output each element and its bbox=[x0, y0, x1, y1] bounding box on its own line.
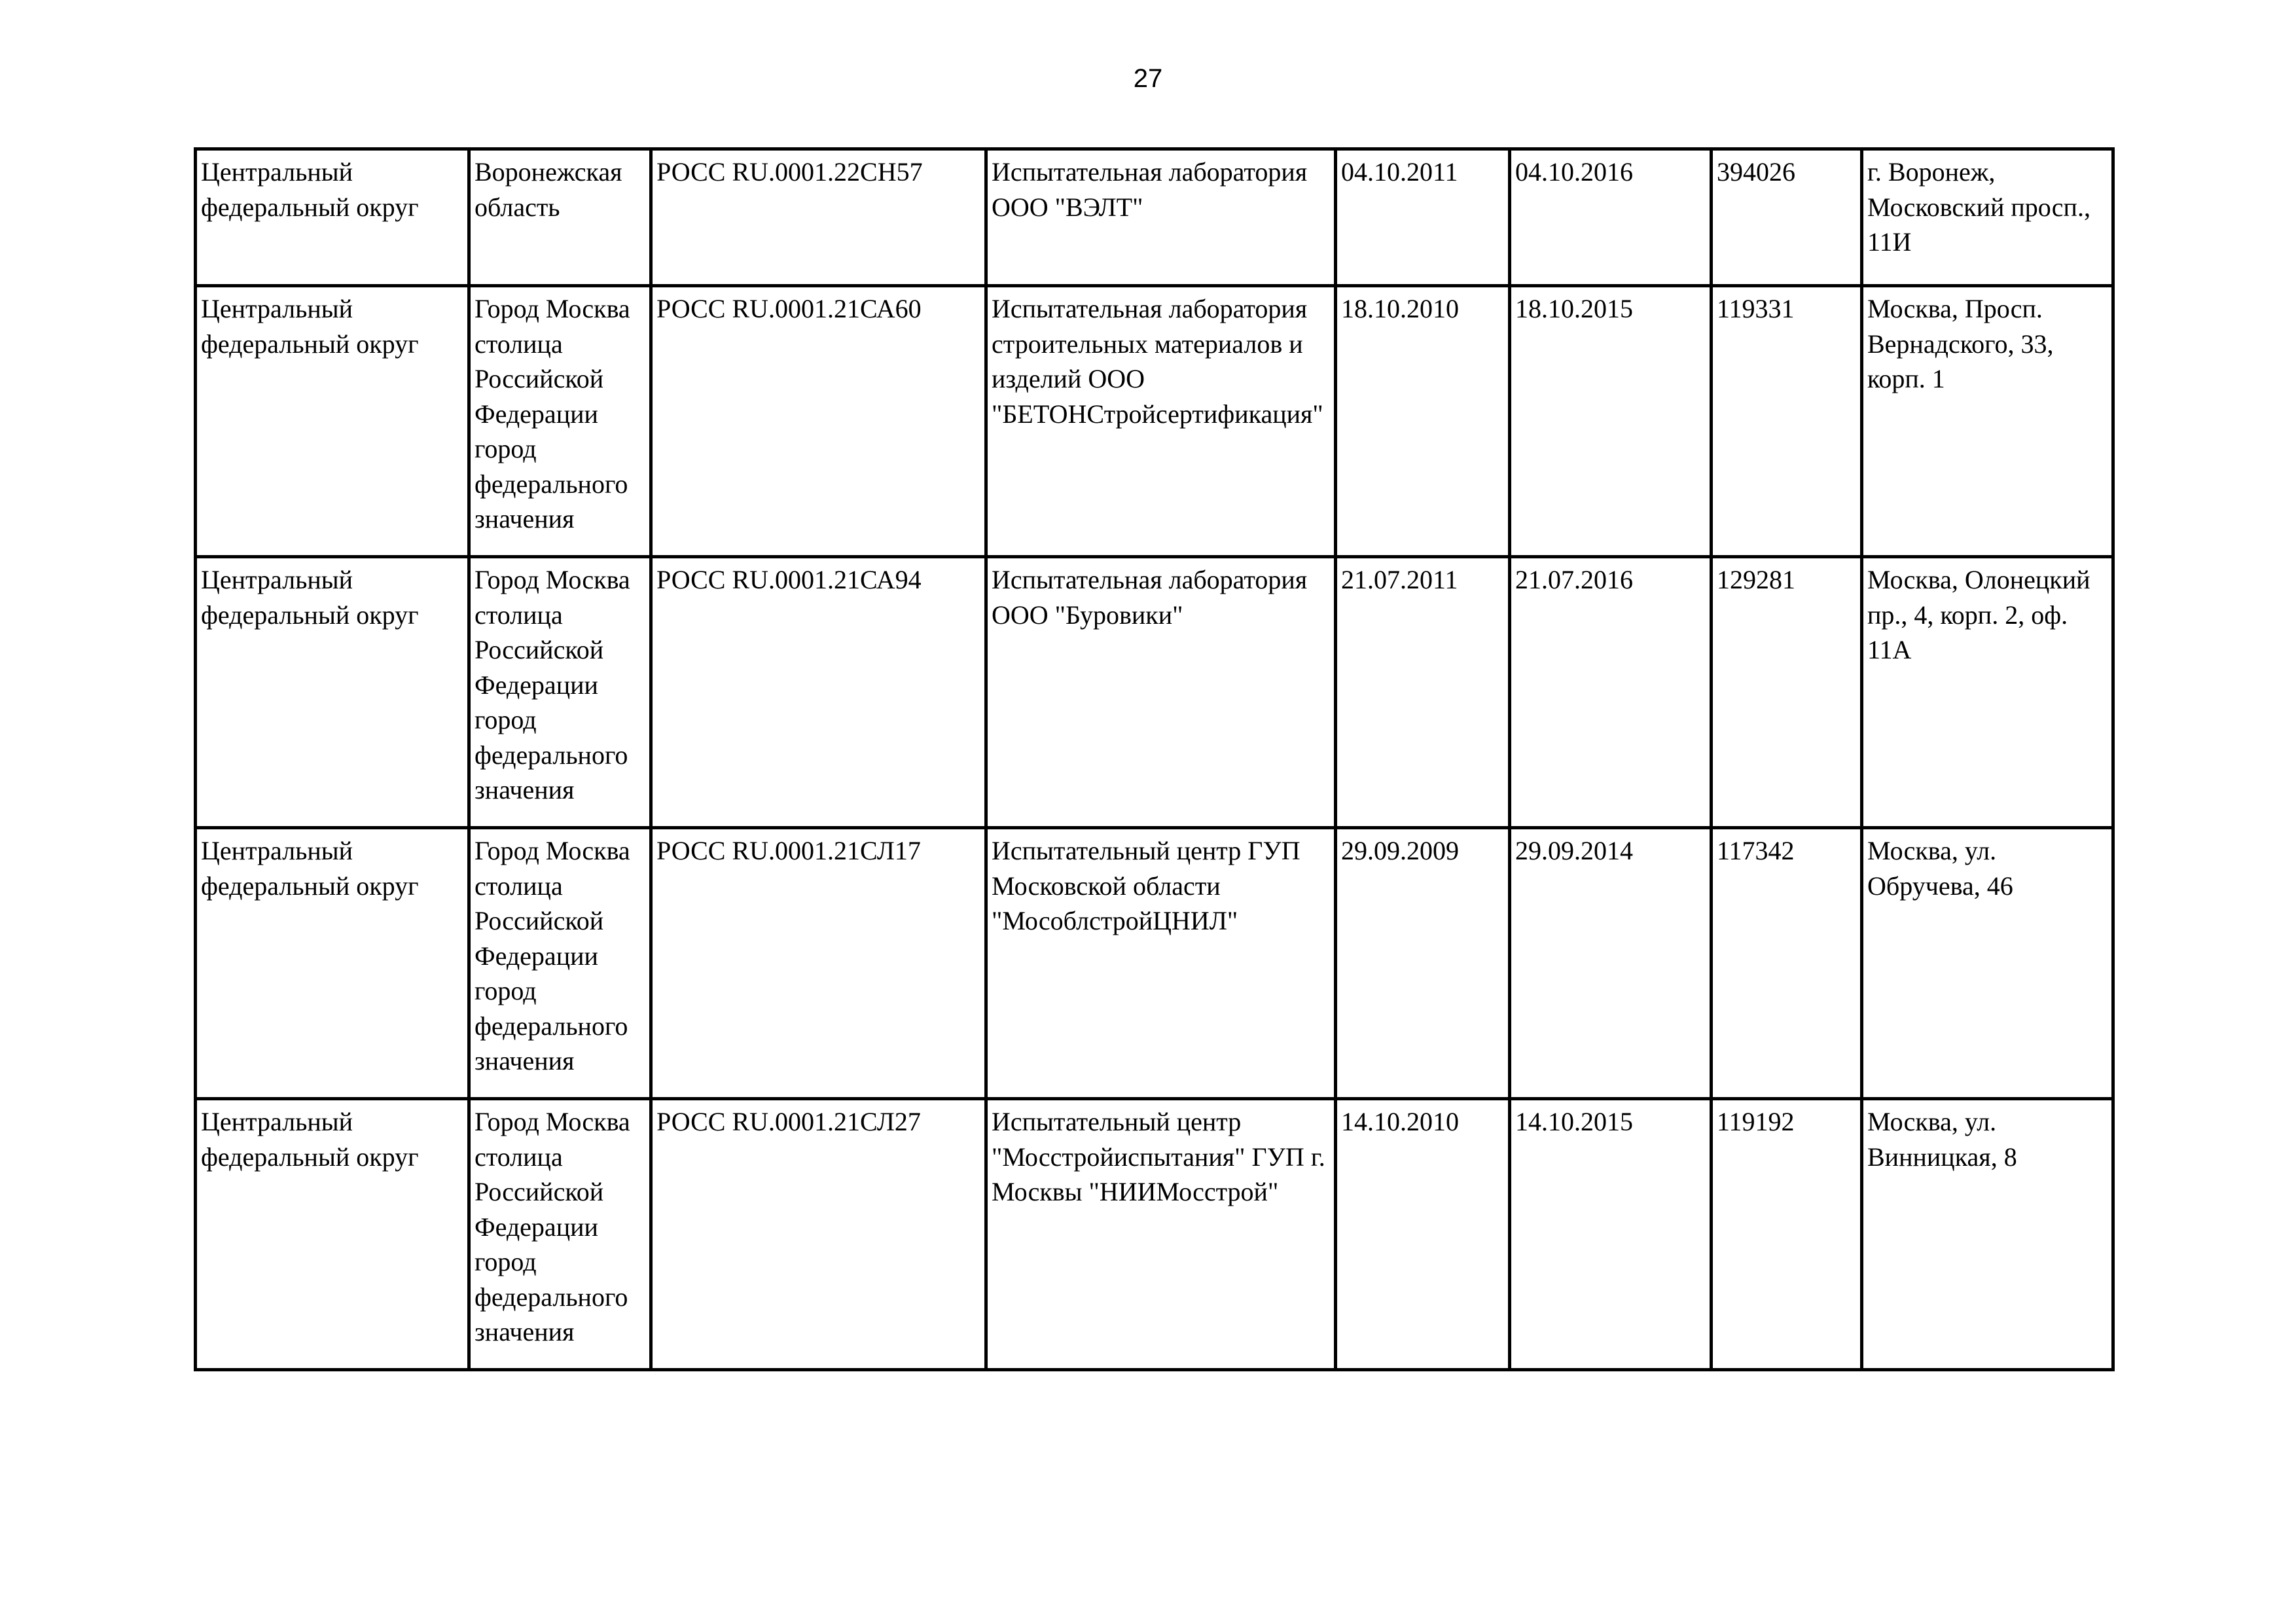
postal-code-text: 394026 bbox=[1717, 157, 1795, 187]
address-cell bbox=[1862, 1099, 2113, 1370]
address-text: Москва, Просп. Вернадского, 33, корп. 1 bbox=[1867, 294, 2054, 393]
registry-table bbox=[194, 147, 2115, 1371]
table-row bbox=[196, 557, 2113, 828]
postal-code-text: 117342 bbox=[1717, 836, 1795, 865]
organization-cell bbox=[986, 557, 1336, 828]
cert-number-cell bbox=[651, 557, 986, 828]
date-from-text: 29.09.2009 bbox=[1341, 836, 1459, 865]
district-text: Центральный федеральный округ bbox=[201, 565, 419, 630]
cert-number-cell bbox=[651, 149, 986, 286]
organization-text: Испытательный центр "Мосстройиспытания" ГУП г. Москвы "НИИМосстрой" bbox=[992, 1107, 1325, 1206]
district-text: Центральный федеральный округ bbox=[201, 294, 419, 359]
postal-code-cell bbox=[1712, 1099, 1862, 1370]
organization-cell bbox=[986, 828, 1336, 1099]
organization-text: Испытательная лаборатория ООО "ВЭЛТ" bbox=[992, 157, 1308, 222]
cert-number-text: РОСС RU.0001.22СН57 bbox=[656, 157, 923, 187]
cert-number-text: РОСС RU.0001.21СЛ17 bbox=[656, 836, 921, 865]
organization-cell bbox=[986, 286, 1336, 557]
cert-number-text: РОСС RU.0001.21СА94 bbox=[656, 565, 922, 594]
region-text: Город Москва столица Российской Федерации город федерального значения bbox=[475, 836, 630, 1075]
district-text: Центральный федеральный округ bbox=[201, 157, 419, 222]
district-text: Центральный федеральный округ bbox=[201, 836, 419, 901]
address-cell bbox=[1862, 557, 2113, 828]
organization-text: Испытательная лаборатория строительных материалов и изделий ООО "БЕТОНСтройсертификация" bbox=[992, 294, 1323, 429]
postal-code-cell bbox=[1712, 149, 1862, 286]
date-to-text: 04.10.2016 bbox=[1515, 157, 1633, 187]
region-text: Город Москва столица Российской Федерации город федерального значения bbox=[475, 565, 630, 804]
table-row bbox=[196, 286, 2113, 557]
district-cell bbox=[196, 149, 469, 286]
date-to-text: 29.09.2014 bbox=[1515, 836, 1633, 865]
page-number: 27 bbox=[1133, 64, 1163, 93]
date-to-cell bbox=[1510, 1099, 1712, 1370]
region-text: Город Москва столица Российской Федерации город федерального значения bbox=[475, 294, 630, 533]
organization-text: Испытательная лаборатория ООО "Буровики" bbox=[992, 565, 1308, 630]
date-from-text: 21.07.2011 bbox=[1341, 565, 1458, 594]
date-to-cell bbox=[1510, 828, 1712, 1099]
table-row bbox=[196, 1099, 2113, 1370]
date-from-text: 14.10.2010 bbox=[1341, 1107, 1459, 1136]
region-cell bbox=[469, 286, 651, 557]
cert-number-cell bbox=[651, 286, 986, 557]
district-cell bbox=[196, 828, 469, 1099]
address-text: Москва, Олонецкий пр., 4, корп. 2, оф. 11А bbox=[1867, 565, 2090, 664]
date-from-cell bbox=[1336, 149, 1510, 286]
postal-code-cell bbox=[1712, 828, 1862, 1099]
region-cell bbox=[469, 149, 651, 286]
region-cell bbox=[469, 1099, 651, 1370]
cert-number-cell bbox=[651, 1099, 986, 1370]
address-text: Москва, ул. Винницкая, 8 bbox=[1867, 1107, 2017, 1172]
cert-number-text: РОСС RU.0001.21СЛ27 bbox=[656, 1107, 921, 1136]
postal-code-cell bbox=[1712, 557, 1862, 828]
date-from-cell bbox=[1336, 557, 1510, 828]
date-from-text: 04.10.2011 bbox=[1341, 157, 1458, 187]
postal-code-text: 119331 bbox=[1717, 294, 1795, 323]
date-to-text: 21.07.2016 bbox=[1515, 565, 1633, 594]
cert-number-cell bbox=[651, 828, 986, 1099]
address-text: Москва, ул. Обручева, 46 bbox=[1867, 836, 2013, 901]
date-to-cell bbox=[1510, 149, 1712, 286]
district-cell bbox=[196, 1099, 469, 1370]
date-to-text: 14.10.2015 bbox=[1515, 1107, 1633, 1136]
region-cell bbox=[469, 557, 651, 828]
district-cell bbox=[196, 286, 469, 557]
date-from-text: 18.10.2010 bbox=[1341, 294, 1459, 323]
address-cell bbox=[1862, 828, 2113, 1099]
date-from-cell bbox=[1336, 1099, 1510, 1370]
organization-text: Испытательный центр ГУП Московской области "МособлстройЦНИЛ" bbox=[992, 836, 1300, 935]
organization-cell bbox=[986, 149, 1336, 286]
date-to-cell bbox=[1510, 557, 1712, 828]
date-from-cell bbox=[1336, 286, 1510, 557]
district-cell bbox=[196, 557, 469, 828]
address-cell bbox=[1862, 149, 2113, 286]
table-row bbox=[196, 149, 2113, 286]
region-text: Город Москва столица Российской Федерации город федерального значения bbox=[475, 1107, 630, 1346]
address-cell bbox=[1862, 286, 2113, 557]
region-cell bbox=[469, 828, 651, 1099]
address-text: г. Воронеж, Московский просп., 11И bbox=[1867, 157, 2090, 257]
postal-code-cell bbox=[1712, 286, 1862, 557]
region-text: Воронежская область bbox=[475, 157, 622, 222]
date-to-text: 18.10.2015 bbox=[1515, 294, 1633, 323]
organization-cell bbox=[986, 1099, 1336, 1370]
registry-table-body bbox=[196, 149, 2113, 1370]
postal-code-text: 129281 bbox=[1717, 565, 1795, 594]
cert-number-text: РОСС RU.0001.21СА60 bbox=[656, 294, 922, 323]
date-from-cell bbox=[1336, 828, 1510, 1099]
table-row bbox=[196, 828, 2113, 1099]
date-to-cell bbox=[1510, 286, 1712, 557]
district-text: Центральный федеральный округ bbox=[201, 1107, 419, 1172]
postal-code-text: 119192 bbox=[1717, 1107, 1795, 1136]
